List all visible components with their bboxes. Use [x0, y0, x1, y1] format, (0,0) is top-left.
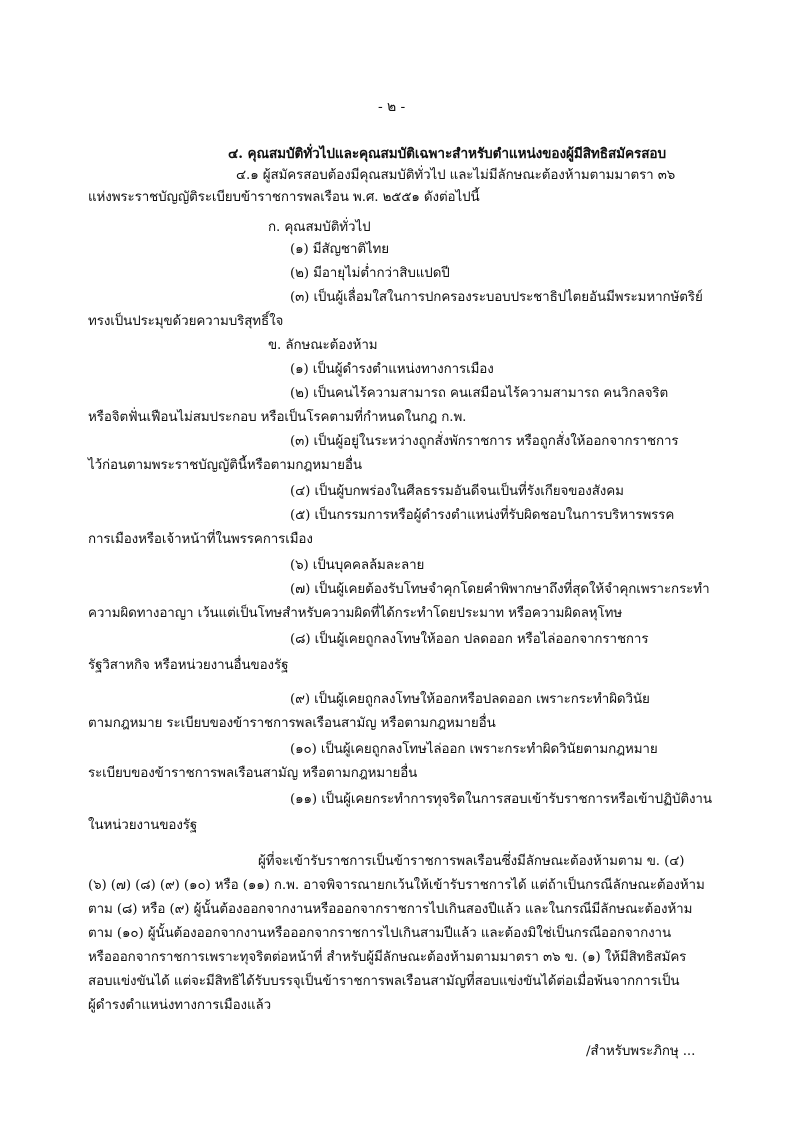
prohibited-line: (๔) เป็นผู้บกพร่องในศีลธรรมอันดีจนเป็นที่รังเกียจของสังคม: [290, 484, 624, 499]
prohibited-line: (๘) เป็นผู้เคยถูกลงโทษให้ออก ปลดออก หรือไล่ออกจากราชการ: [290, 632, 649, 647]
intro-line: แห่งพระราชบัญญัติระเบียบข้าราชการพลเรือน พ.ศ. ๒๕๕๑ ดังต่อไปนี้: [88, 190, 480, 205]
prohibited-line: (๑๐) เป็นผู้เคยถูกลงโทษไล่ออก เพราะกระทำผิดวินัยตามกฎหมาย: [290, 742, 658, 757]
prohibited-line: (๑๑) เป็นผู้เคยกระทำการทุจริตในการสอบเข้ารับราชการหรือเข้าปฏิบัติงาน: [290, 792, 712, 807]
prohibited-title: ข. ลักษณะต้องห้าม: [268, 338, 378, 353]
note-line: ผู้ดำรงตำแหน่งทางการเมืองแล้ว: [88, 998, 272, 1013]
general-title: ก. คุณสมบัติทั่วไป: [268, 220, 371, 235]
prohibited-line: หรือจิตฟั่นเฟือนไม่สมประกอบ หรือเป็นโรคตามที่กำหนดในกฎ ก.พ.: [88, 410, 467, 425]
continuation-marker: /สำหรับพระภิกษุ ...: [586, 1044, 696, 1059]
note-line: ผู้ที่จะเข้ารับราชการเป็นข้าราชการพลเรือนซึ่งมีลักษณะต้องห้ามตาม ข. (๔): [258, 854, 685, 869]
note-line: ตาม (๘) หรือ (๙) ผู้นั้นต้องออกจากงานหรือออกจากราชการไปเกินสองปีแล้ว และในกรณีมีลักษณะต้องห้าม: [88, 902, 693, 917]
prohibited-line: ความผิดทางอาญา เว้นแต่เป็นโทษสำหรับความผิดที่ได้กระทำโดยประมาท หรือความผิดลหุโทษ: [88, 606, 623, 621]
note-line: หรือออกจากราชการเพราะทุจริตต่อหน้าที่ สำหรับผู้มีลักษณะต้องห้ามตามมาตรา ๓๖ ข. (๑) ให้มีสิทธิสมัคร: [88, 950, 687, 965]
note-line: (๖) (๗) (๘) (๙) (๑๐) หรือ (๑๑) ก.พ. อาจพิจารณายกเว้นให้เข้ารับราชการได้ แต่ถ้าเป็นกรณีลักษณะต้องห้าม: [88, 878, 705, 893]
intro-line: ๔.๑ ผู้สมัครสอบต้องมีคุณสมบัติทั่วไป และไม่มีลักษณะต้องห้ามตามมาตรา ๓๖: [236, 168, 676, 183]
prohibited-line: (๙) เป็นผู้เคยถูกลงโทษให้ออกหรือปลดออก เพราะกระทำผิดวินัย: [290, 692, 650, 707]
section-heading: ๔. คุณสมบัติทั่วไปและคุณสมบัติเฉพาะสำหรับตำแหน่งของผู้มีสิทธิสมัครสอบ: [228, 146, 666, 162]
prohibited-line: ระเบียบของข้าราชการพลเรือนสามัญ หรือตามกฎหมายอื่น: [88, 766, 418, 781]
prohibited-line: (๗) เป็นผู้เคยต้องรับโทษจำคุกโดยคำพิพากษาถึงที่สุดให้จำคุกเพราะกระทำ: [290, 582, 710, 597]
prohibited-line: การเมืองหรือเจ้าหน้าที่ในพรรคการเมือง: [88, 532, 313, 547]
prohibited-line: (๑) เป็นผู้ดำรงตำแหน่งทางการเมือง: [290, 362, 494, 377]
note-line: ตาม (๑๐) ผู้นั้นต้องออกจากงานหรือออกจากราชการไปเกินสามปีแล้ว และต้องมิใช่เป็นกรณีออกจากงาน: [88, 926, 672, 941]
general-item: (๓) เป็นผู้เลื่อมใสในการปกครองระบอบประชาธิปไตยอันมีพระมหากษัตริย์: [290, 290, 703, 305]
general-item: (๒) มีอายุไม่ต่ำกว่าสิบแปดปี: [290, 266, 450, 281]
prohibited-line: รัฐวิสาหกิจ หรือหน่วยงานอื่นของรัฐ: [88, 658, 289, 673]
note-line: สอบแข่งขันได้ แต่จะมีสิทธิได้รับบรรจุเป็นข้าราชการพลเรือนสามัญที่สอบแข่งขันได้ต่อเมื่อพ้นจากการเป็น: [88, 974, 680, 989]
prohibited-line: (๓) เป็นผู้อยู่ในระหว่างถูกสั่งพักราชการ หรือถูกสั่งให้ออกจากราชการ: [290, 434, 679, 449]
prohibited-line: ในหน่วยงานของรัฐ: [88, 818, 198, 833]
prohibited-line: (๕) เป็นกรรมการหรือผู้ดำรงตำแหน่งที่รับผิดชอบในการบริหารพรรค: [290, 508, 675, 523]
prohibited-line: (๒) เป็นคนไร้ความสามารถ คนเสมือนไร้ความสามารถ คนวิกลจริต: [290, 386, 669, 401]
prohibited-line: ตามกฎหมาย ระเบียบของข้าราชการพลเรือนสามัญ หรือตามกฎหมายอื่น: [88, 716, 496, 731]
prohibited-line: ไว้ก่อนตามพระราชบัญญัตินี้หรือตามกฎหมายอื่น: [88, 458, 362, 473]
prohibited-line: (๖) เป็นบุคคลล้มละลาย: [290, 558, 425, 573]
general-item: ทรงเป็นประมุขด้วยความบริสุทธิ์ใจ: [88, 314, 284, 329]
page-number: - ๒ -: [378, 99, 406, 115]
general-item: (๑) มีสัญชาติไทย: [290, 242, 390, 257]
